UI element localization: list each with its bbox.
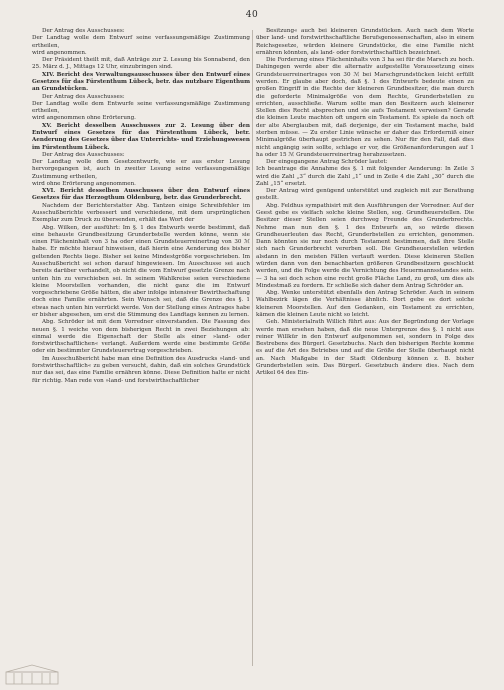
paragraph-right-0: Besitzung« auch bei kleineren Grundstücken. Auch nach dem Worte über land- und forstwirthschaftliche Berufsgenossenschaften, also in einem Reichsgesetze, würden kleinere Grundstücke, die eine Familie nicht ernähren könnten, als land- oder forstwirthschaftlich bezeichnet. xyxy=(256,28,474,56)
library-building-logo xyxy=(4,664,60,686)
paragraph-right-2: Der eingegangene Antrag Schröder lautet: Ich beantrage die Annahme des §. 1 mit folgender Aenderung: In Zeile 3 wird die Zahl „3“ durch die Zahl „1“ und in Zeile 4 die Zahl „30“ durch die Zahl „15“ ersetzt. xyxy=(256,159,474,187)
paragraph-right-3: Der Antrag wird genügend unterstützt und zugleich mit zur Berathung gestellt. xyxy=(256,188,474,202)
paragraph-left-5: Der Antrag des Ausschusses: Der Landtag wolle dem Gesetzentwurfe, wie er aus erster Lesung hervorgegangen ist, auch in zweiter Lesung seine verfassungsmäßige Zustimmung ertheilen, wird ohne Erörterung angenommen. xyxy=(32,151,250,187)
paragraph-left-1: Der Präsident theilt mit, daß Anträge zur 2. Lesung bis Sonnabend, den 25. März d. J., Mittags 12 Uhr, einzubringen sind. xyxy=(32,57,250,71)
paragraph-left-0: Der Antrag des Ausschusses: Der Landtag wolle dem Entwurf seine verfassungsmäßige Zustimmung ertheilen, wird angenommen. xyxy=(32,28,250,56)
section-heading-left-6: XVI. Bericht desselben Ausschusses über den Entwurf eines Gesetzes für das Herzogthum Oldenburg, betr. das Grunderbrecht. xyxy=(32,188,250,202)
section-heading-left-2: XIV. Bericht des Verwaltungsausschusses über den Entwurf eines Gesetzes für das Fürstenthum Lübeck, betr. das nutzbare Eigenthum an Grundstücken. xyxy=(32,71,250,93)
paragraph-left-8: Abg. Wilken, der ausführt: Im §. 1 des Entwurfs werde bestimmt, daß eine behauste Grundbesitzung Grunderbstelle werden könne, wenn sie einen Flächeninhalt von 3 ha oder einen Grundsteuerreinertrag von 30 ℳ habe. Er möchte hierauf hinweisen, daß hierin eine Aenderung des bisher geltenden Rechts liege. Bisher sei keine Mindestgröße vorgeschrieben. Im Ausschußbericht sei schon darauf hingewiesen. Im Ausschusse sei auch bereits darüber verhandelt, ob nicht die vom Entwurf gesetzte Grenze nach unten hin zu verschieben sei. In seinem Wahlkreise seien verschiedene kleine Moorstellen vorhanden, die nicht ganz die im Entwurf vorgeschriebene Größe hätten, die aber infolge intensiver Bewirthschaftung doch eine Familie ernährten. Sein Wunsch sei, daß die Grenze des §. 1 etwas nach unten hin verrückt werde. Von der Stellung eines Antrages habe er bisher abgesehen, um erst die Stimmung des Landtags kennen zu lernen. xyxy=(32,224,250,318)
paragraph-left-10: Im Ausschußbericht habe man eine Definition des Ausdrucks »land- und forstwirthschaftlich« zu geben versucht, dahin, daß ein solches Grundstück nur das sei, das eine Familie ernähren könne. Diese Definition halte er nicht für richtig. Man rede von »land- und forstwirthschaftlicher xyxy=(32,355,250,384)
paragraph-right-6: Geh. Ministerialrath Willich führt aus: Aus der Begründung der Vorlage werde man ersehen haben, daß die neue Untergrenze des §. 1 nicht aus reiner Willkür in den Entwurf aufgenommen sei, sondern in Folge des Bestrebens des Bürgerl. Gesetzbuchs. Nach den bisherigen Rechte komme es auf die Art des Betriebes und auf die Größe der Stelle überhaupt nicht an. Nach Maßgabe in der Stadt Oldenburg können z. B. bisher Grunderbstellen sein. Das Bürgerl. Gesetzbuch ändere dies. Nach dem Artikel 64 des Ein- xyxy=(256,319,474,377)
column-divider xyxy=(252,30,253,666)
paragraph-left-7: Nachdem der Berichterstatter Abg. Tantzen einige Schreibfehler im Ausschußberichte verbessert und verschiedene, mit dem ursprünglichen Exemplar zum Druck zu übersenden, erhält das Wort der xyxy=(32,202,250,224)
paragraph-right-5: Abg. Wenke unterstützt ebenfalls den Antrag Schröder. Auch in seinem Wahlbezirk lägen die Verhältnisse ähnlich. Dort gebe es dort solche kleineren Moorstellen. Auf den Gedanken, ein Testament zu errichten, kämen die kleinen Leute nicht so leicht. xyxy=(256,290,474,318)
paragraph-right-4: Abg. Feldhus sympathisirt mit den Ausführungen der Vorredner. Auf der Geest gebe es vielfach solche kleine Stellen, sog. Grundheuerstellen. Die Besitzer dieser Stellen seien durchweg Freunde des Grunderbrechts. Nehme man nun den §. 1 des Entwurfs an, so würde diesen Grundheuerleuten das Recht, Grunderbstellen zu errichten, genommen. Dann könnten sie nur noch durch Testament bestimmen, daß ihre Stelle sich nach Grunderbrecht vererben soll. Die Grundheuerstellen würden alsdann in den meisten Fällen vertauft werden. Diese kleineren Stellen würden dann von den benachbarten größeren Grundbesitzern geschluckt werden, und die Folge werde die Vernichtung des Heuermannsstandes sein. — 3 ha sei doch schon eine recht große Fläche Land, zu groß, um dies als Mindestmaß zu fordern. Er schließe sich daher dem Antrag Schröder an. xyxy=(256,202,474,289)
page-number: 40 xyxy=(245,10,259,20)
paragraph-left-3: Der Antrag des Ausschusses: Der Landtag wolle dem Entwurfe seine verfassungsmäßige Zustimmung ertheilen, wird angenommen ohne Erörterung. xyxy=(32,93,250,122)
section-heading-left-4: XV. Bericht desselben Ausschusses zur 2. Lesung über den Entwurf eines Gesetzes für das Fürstenthum Lübeck, betr. Aenderung des Gesetzes über das Unterrichts- und Erziehungswesen im Fürstenthum Lübeck. xyxy=(32,122,250,151)
paragraph-right-1: Die Forderung eines Flächeninhalts von 3 ha sei für die Marsch zu hoch. Dahingegen werde aber die alternativ aufgestellte Voraussetzung eines Grundsteuerreinertrages von 30 ℳ bei Marschgrundstücken leicht erfüllt werden. Er glaube aber doch, daß §. 1 des Entwurfs bedeute einen zu großen Eingriff in die Rechte der kleineren Grundbesitzer, die man durch die geforderte Minimalgröße von dem Rechte, Grunderbstellen zu errichten, ausschließe. Warum sollte man den Besitzern auch kleinerer Stellen dies Recht absprechen und sie aufs Testament verweisen? Gerade die kleinen Leute machten oft ungern ein Testament. Es spiele da noch oft der alte Aberglauben mit, daß derjenige, der ein Testament mache, bald sterben müsse. — Zu erster Linie wünsche er daher das Erforderniß einer Minimalgröße überhaupt gestrichen zu sehen. Nur für den Fall, daß dies nicht angängig sein sollte, schlage er vor, die Größenanforderungen auf 1 ha oder 15 ℳ Grundsteuerreinertrag herabzusetzen. xyxy=(256,57,474,158)
paragraph-left-9: Abg. Schröder ist mit dem Vorredner einverstanden. Die Fassung des neuen §. 1 weiche von dem bisherigen Recht in zwei Beziehungen ab: einmal werde die Eigenschaft der Stelle als einer »land- oder forstwirthschaftlichen« verlangt. Außerdem werde eine bestimmte Größe oder ein bestimmter Grundsteuerertrag vorgeschrieben. xyxy=(32,319,250,355)
right-column xyxy=(256,28,474,668)
left-column xyxy=(32,28,250,668)
